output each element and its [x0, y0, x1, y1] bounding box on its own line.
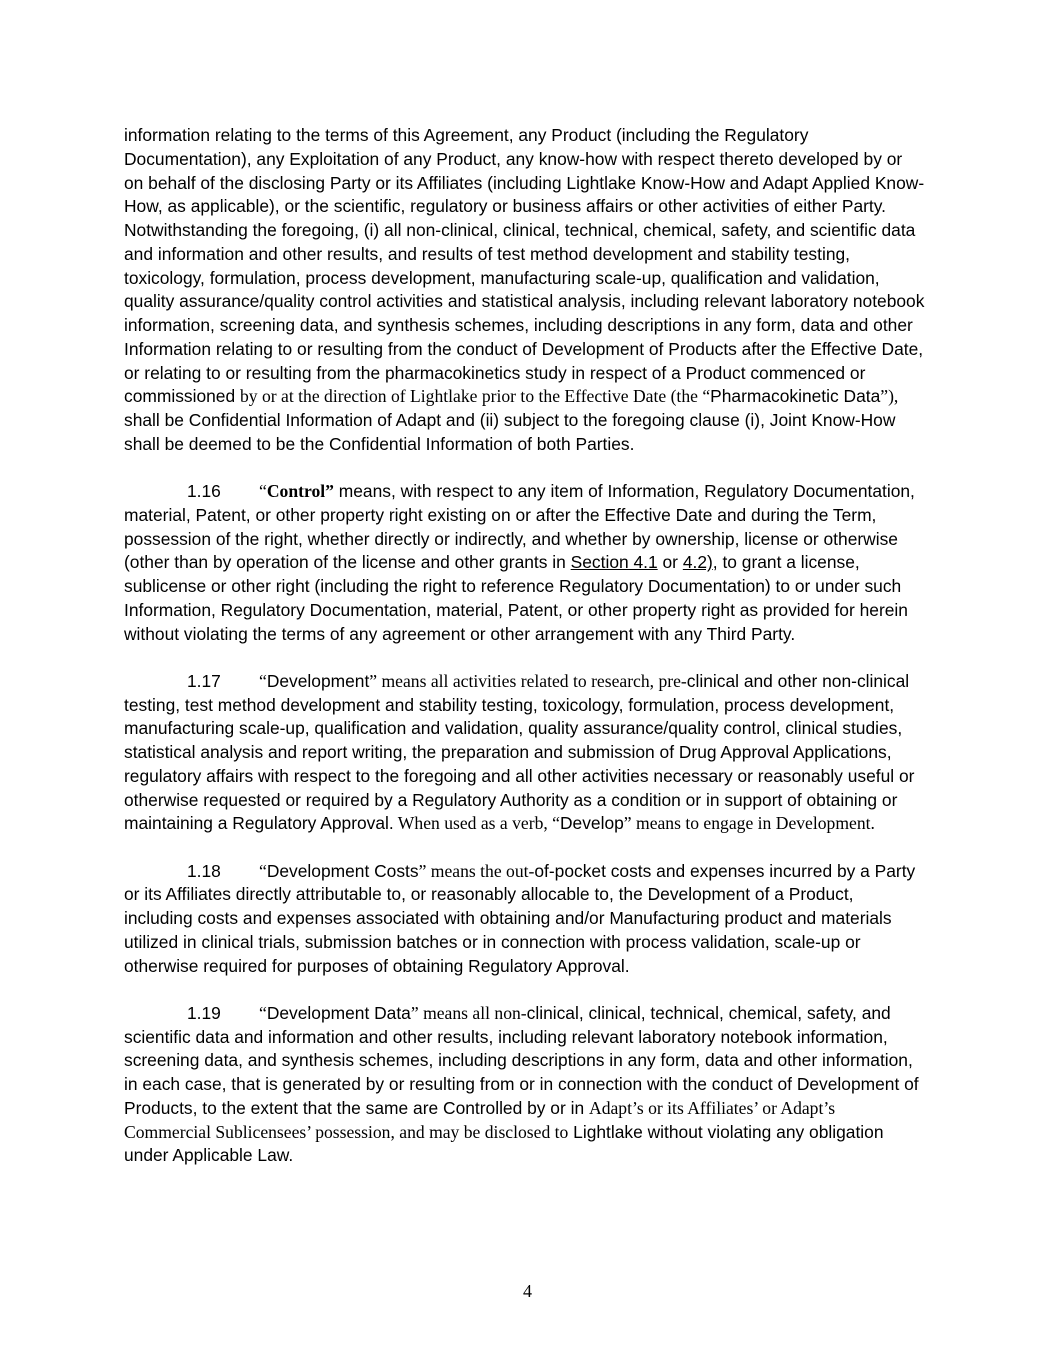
continuation-paragraph: [124, 124, 926, 457]
definition-1-17: [124, 670, 926, 836]
defined-term-control: Control: [266, 481, 326, 501]
section-4-2-link[interactable]: 4.2): [682, 552, 713, 573]
continuation-serif-close: ”),: [880, 386, 899, 407]
definition-text: of-pocket costs and expenses incurred by a Party or its Affiliates directly attributable to, or reasonably allocable to, the Development of a Product, including costs and expenses associated with obtaining and/or Manufacturing product and materials utilized in clinical trials, submission batches or in connection with process validation, scale-up or otherwise required for purposes of obtaining Regulatory Approval.: [124, 860, 916, 976]
open-quote: “: [259, 860, 267, 881]
close-quote: ”: [325, 481, 334, 501]
document-body: [124, 124, 926, 1192]
defined-term-development-costs: Development Costs: [266, 860, 419, 881]
definition-serif-text: ” means to engage in Development.: [623, 813, 875, 834]
definition-1-19: [124, 1002, 926, 1168]
definition-serif-text: means all activities related to research, pre-: [377, 670, 687, 691]
section-number: 1.16: [187, 481, 221, 501]
section-4-1-link[interactable]: Section 4.1: [570, 552, 658, 573]
definition-text: Lightlake without violating any obligation under Applicable Law.: [124, 1121, 884, 1166]
close-quote: ”: [369, 670, 378, 691]
section-number: 1.17: [187, 670, 221, 691]
continuation-text-end: shall be Confidential Information of Adapt and (ii) subject to the foregoing clause (i), Joint Know-How shall be deemed to be the Confidential Information of both Parties.: [124, 410, 896, 454]
definition-serif-text: ” means all non-: [410, 1002, 527, 1023]
definition-text: means, with respect to any item of Information, Regulatory Documentation, material, Patent, or other property right existing on or after the Effective Date and during the Term, possession of the right, whether directly or indirectly, and whether by ownership, license or otherwise (other than by operation of the license and other grants in: [124, 481, 915, 573]
definition-serif-text: Adapt’s or its Affiliates’ or Adapt’s Commercial Sublicensees’ possession, and may be disclosed to: [124, 1097, 836, 1142]
defined-term-development-data: Development Data: [266, 1002, 411, 1023]
definition-1-16: [124, 480, 926, 646]
definition-text: clinical and other non-clinical testing, test method development and stability testing, toxicology, formulation, process development, manufacturing scale-up, qualification and validation, quality assurance/quality control, clinical studies, statistical analysis and report writing, the preparation and submission of Drug Approval Applications, regulatory affairs with respect to the foregoing and all other activities necessary or reasonably useful or otherwise requested or required by a Regulatory Authority as a condition or in support of obtaining or maintaining a Regulatory Approval.: [124, 670, 915, 834]
section-number: 1.19: [187, 1002, 221, 1023]
section-number: 1.18: [187, 860, 221, 881]
continuation-text: information relating to the terms of this Agreement, any Product (including the Regulatory Documentation), any Exploitation of any Product, any know-how with respect thereto developed by or on behalf of the disclosing Party or its Affiliates (including Lightlake Know-How and Adapt Applied Know-How, as applicable), or the scientific, regulatory or business affairs or other activities of either Party. Notwithstanding the foregoing, (i) all non-clinical, clinical, technical, chemical, safety, and scientific data and information and other results, and results of test method development and stability testing, toxicology, formulation, process development, manufacturing scale-up, qualification and validation, quality assurance/quality control activities and statistical analysis, including relevant laboratory notebook information, screening data, and synthesis schemes, including descriptions in any form, data and other Information relating to or resulting from the conduct of Development of Products after the Effective Date, or relating to or resulting from the pharmacokinetics study in respect of a Product commenced or commissioned: [124, 125, 925, 407]
defined-term-develop: Develop: [559, 813, 624, 834]
open-quote: “: [259, 1002, 267, 1023]
definition-text: clinical, clinical, technical, chemical, safety, and scientific data and information and other results, including relevant laboratory notebook information, screening data, and synthesis schemes, including descriptions in any form, data and other information, in each case, that is generated by or resulting from or in connection with the conduct of Development of Products, to the extent that the same are Controlled by or in: [124, 1002, 919, 1118]
defined-term-pharmacokinetic-data: Pharmacokinetic Data: [710, 386, 881, 407]
definition-serif-text: ” means the out-: [418, 860, 535, 881]
open-quote: “: [259, 481, 267, 501]
definition-text: , to grant a license, sublicense or other right (including the right to reference Regulatory Documentation) to or under such Information, Regulatory Documentation, material, Patent, or other property right as provided for herein without violating the terms of any agreement or other arrangement with any Third Party.: [124, 552, 908, 644]
page-number: 4: [523, 1281, 532, 1301]
definition-text: or: [657, 552, 683, 573]
defined-term-development: Development: [266, 670, 370, 691]
definition-1-18: [124, 860, 926, 979]
continuation-serif-text: by or at the direction of Lightlake prior to the Effective Date (the “: [240, 386, 711, 407]
definition-serif-text: When used as a verb, “: [393, 813, 560, 834]
open-quote: “: [259, 670, 267, 691]
